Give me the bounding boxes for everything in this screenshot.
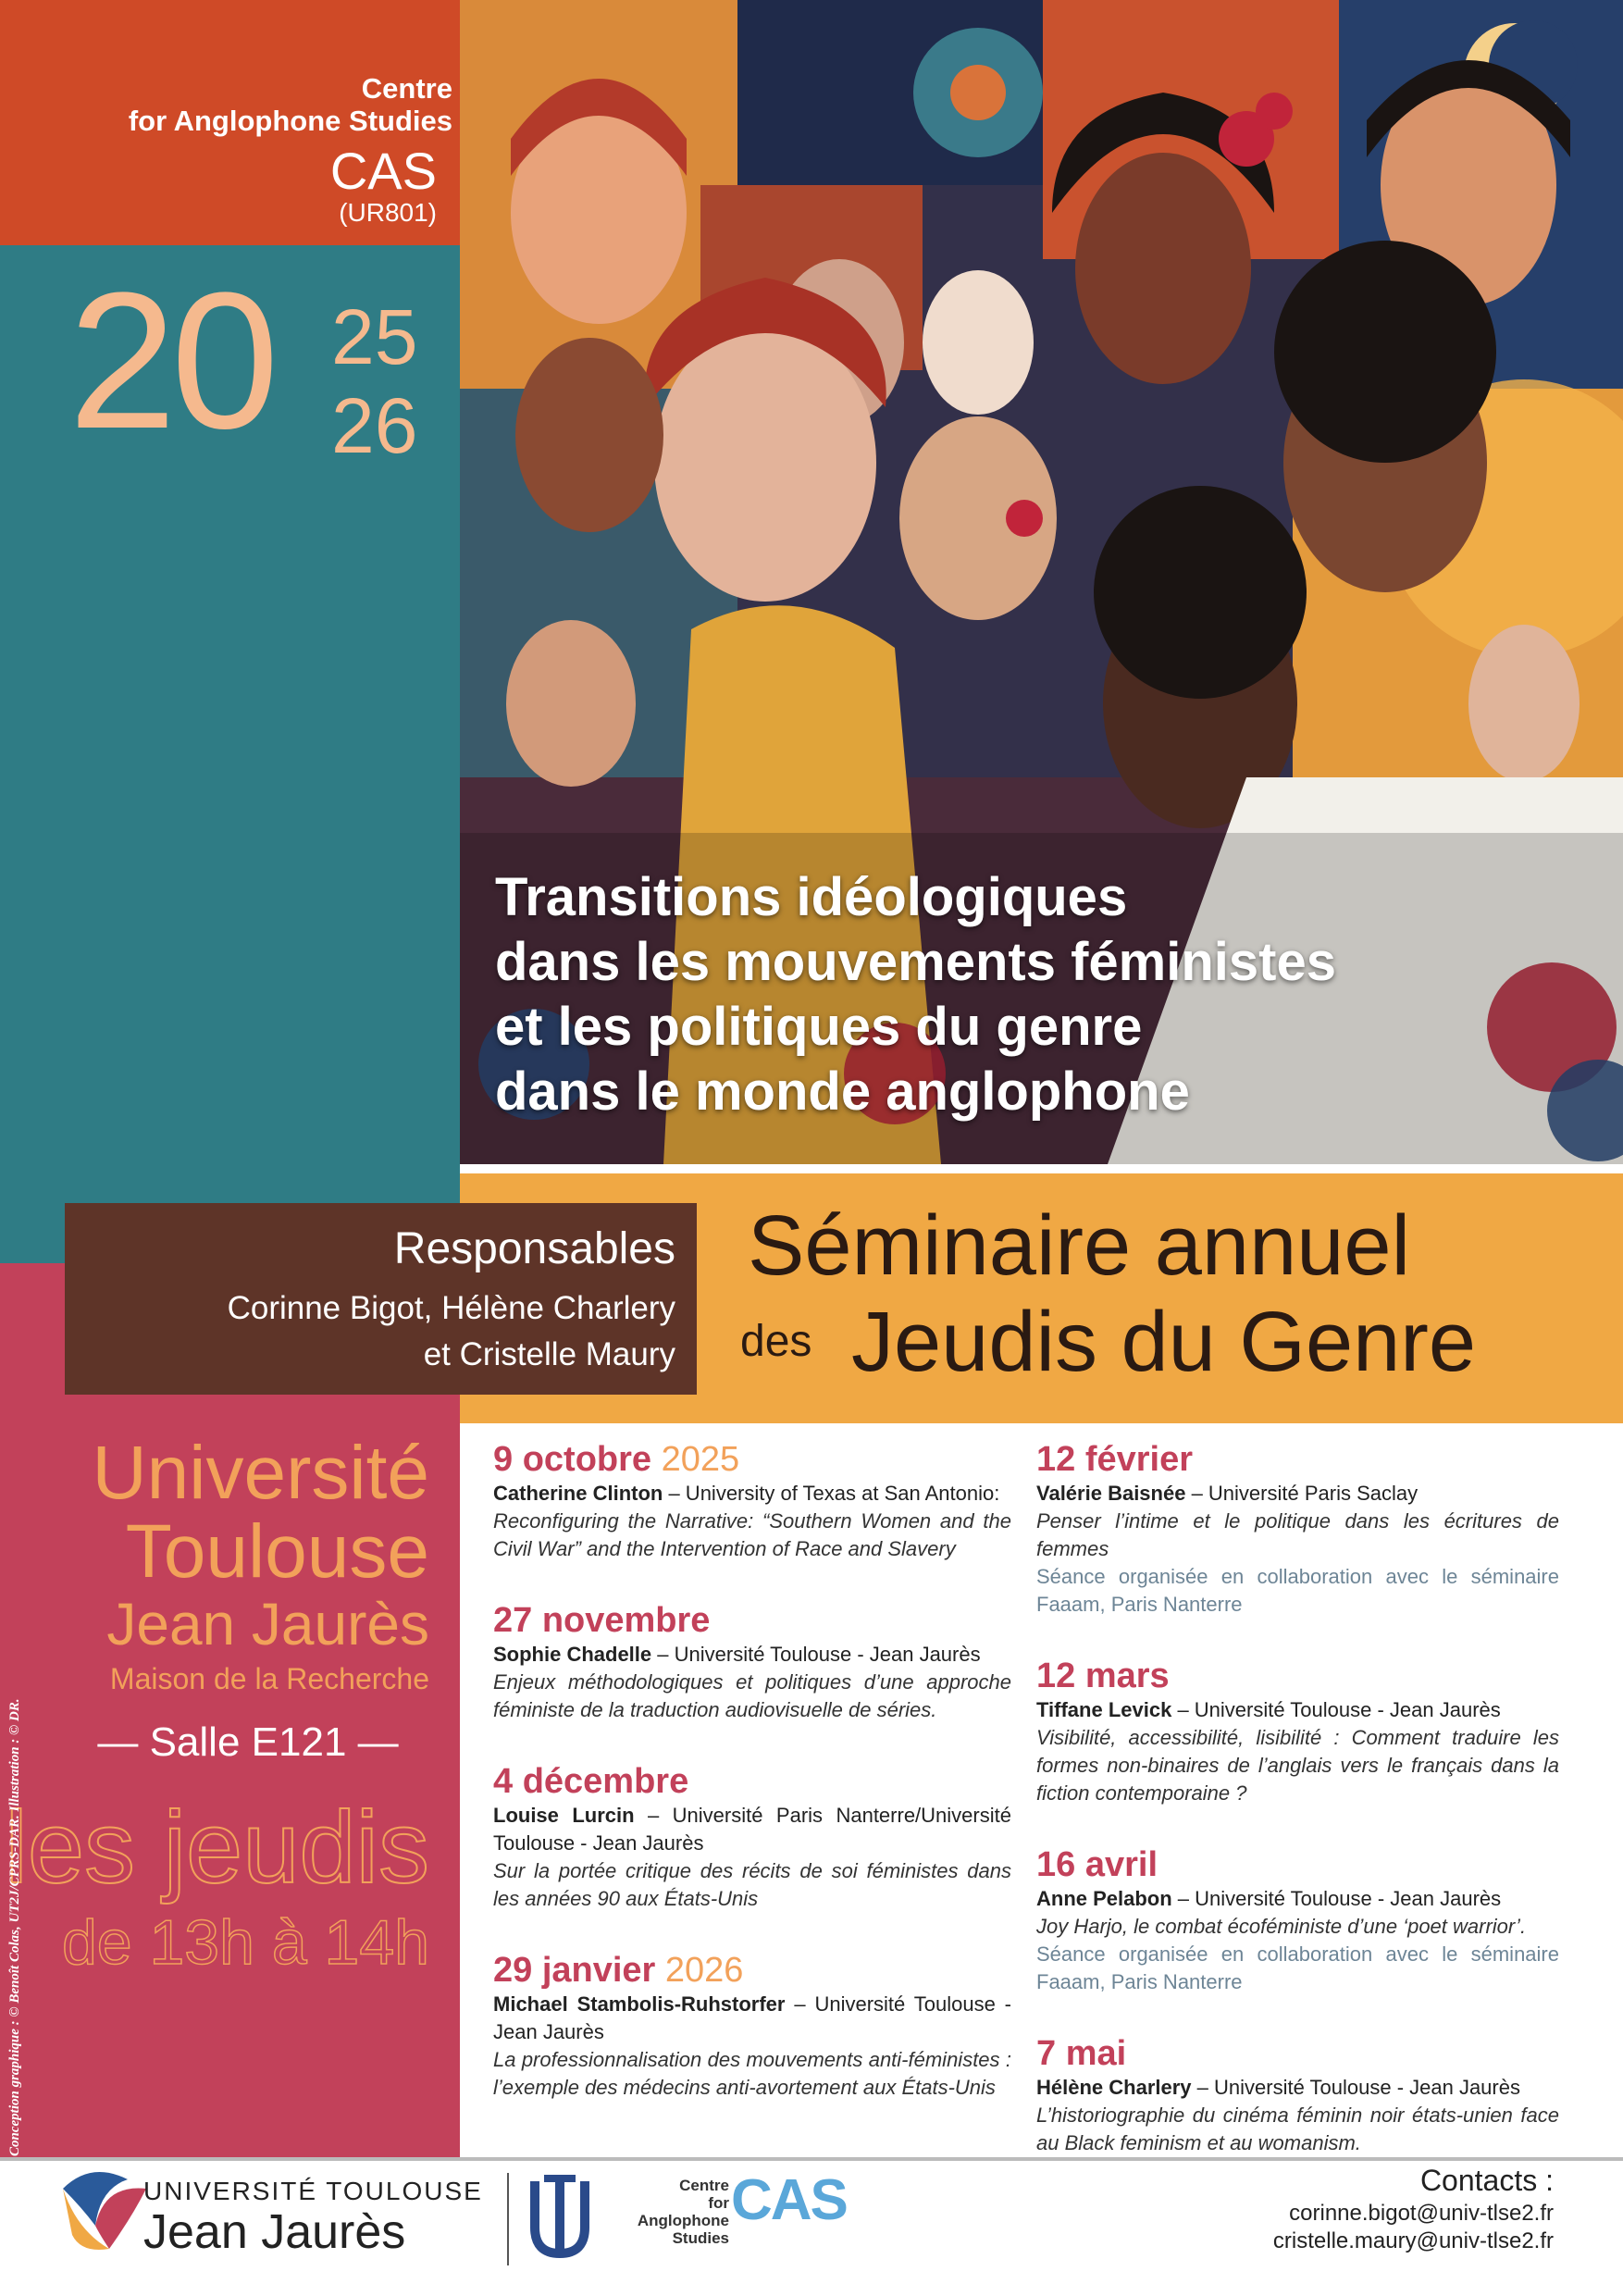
- event-year: 2025: [661, 1440, 740, 1479]
- event-note: Séance organisée en collaboration avec le séminaire Faaam, Paris Nanterre: [1036, 1942, 1559, 1993]
- responsables-heading: Responsables: [393, 1224, 675, 1273]
- responsables-names-1: Corinne Bigot, Hélène Charlery: [227, 1290, 675, 1326]
- venue-jean-jaures: Jean Jaurès: [106, 1591, 429, 1657]
- event-date: 9 octobre 2025: [493, 1440, 740, 1479]
- cas-code: (UR801): [339, 198, 437, 227]
- schedule-time: de 13h à 14h: [61, 1907, 429, 1978]
- event-date: 29 janvier 2026: [493, 1951, 744, 1990]
- title-line-3: et les politiques du genre: [495, 997, 1143, 1057]
- event-speaker: Michael Stambolis-Ruhstorfer – Université Toulouse - Jean Jaurès: [493, 1992, 1011, 2043]
- event-title: Sur la portée critique des récits de soi féministes dans les années 90 aux États-Unis: [493, 1859, 1011, 1910]
- event-title: Enjeux méthodologiques et politiques d’une approche féministe de la traduction audiovisuelle de séries.: [493, 1670, 1011, 1721]
- event-title: La professionnalisation des mouvements anti-féministes : l’exemple des médecins anti-avortement aux États-Unis: [493, 2048, 1011, 2099]
- logo-separator: [507, 2173, 509, 2265]
- footer-divider: [0, 2157, 1623, 2161]
- program-event: [493, 1439, 1011, 1563]
- program-event: [1036, 1844, 1559, 1996]
- event-date: 4 décembre: [493, 1762, 689, 1801]
- event-date: 27 novembre: [493, 1601, 711, 1640]
- event-title: Visibilité, accessibilité, lisibilité : Comment traduire les formes non-binaires de l’anglais vers le français dans la fiction contemporaine ?: [1036, 1726, 1559, 1805]
- event-speaker: Catherine Clinton – University of Texas at San Antonio:: [493, 1482, 1000, 1505]
- program-event: [493, 1950, 1011, 2102]
- ut2j-logo-line1: UNIVERSITÉ TOULOUSE: [143, 2177, 483, 2205]
- program-event: [1036, 2033, 1559, 2157]
- seminar-title-line-2: Jeudis du Genre: [851, 1295, 1477, 1389]
- program-column-right: [1036, 1439, 1559, 2194]
- year-century: 20: [68, 252, 274, 469]
- event-year: 2026: [664, 1951, 744, 1990]
- seminar-title-des: des: [740, 1317, 812, 1366]
- year-start: 25: [331, 293, 418, 380]
- year-end: 26: [331, 382, 418, 469]
- event-speaker: Louise Lurcin – Université Paris Nanterre/Université Toulouse - Jean Jaurès: [493, 1804, 1011, 1855]
- event-title: Joy Harjo, le combat écoféministe d’une ‘poet warrior’.: [1036, 1915, 1527, 1938]
- program-event: [493, 1600, 1011, 1724]
- event-speaker: Sophie Chadelle – Université Toulouse - Jean Jaurès: [493, 1643, 981, 1666]
- event-date: 12 février: [1036, 1440, 1194, 1479]
- cas-name: Centre for Anglophone Studies: [128, 72, 452, 137]
- event-speaker: Valérie Baisnée – Université Paris Saclay: [1036, 1482, 1419, 1505]
- program-event: [1036, 1439, 1559, 1619]
- venue-panel: [0, 1263, 460, 2157]
- title-line-1: Transitions idéologiques: [495, 867, 1128, 927]
- event-note: Séance organisée en collaboration avec le séminaire Faaam, Paris Nanterre: [1036, 1565, 1559, 1616]
- event-date: 12 mars: [1036, 1657, 1170, 1695]
- event-title: Penser l’intime et le politique dans les écritures de femmes: [1036, 1509, 1559, 1560]
- event-speaker: Anne Pelabon – Université Toulouse - Jean Jaurès: [1036, 1887, 1502, 1910]
- title-line-4: dans le monde anglophone: [495, 1061, 1190, 1122]
- seminar-title-line-1: Séminaire annuel: [748, 1198, 1411, 1293]
- cas-logo-text: Centre for Anglophone Studies: [637, 2177, 729, 2247]
- event-speaker: Hélène Charlery – Université Toulouse - Jean Jaurès: [1036, 2076, 1520, 2099]
- contact-email-1[interactable]: corinne.bigot@univ-tlse2.fr: [1289, 2201, 1554, 2226]
- program-event: [1036, 1656, 1559, 1807]
- cas-acronym: CAS: [329, 142, 437, 200]
- cas-logo-acronym: CAS: [731, 2168, 847, 2232]
- program-column-left: [493, 1439, 1011, 2139]
- schedule-day: les jeudis: [5, 1791, 429, 1905]
- event-title: L’historiographie du cinéma féminin noir états-unien face au Black feminism et au womanism.: [1036, 2104, 1559, 2154]
- title-line-2: dans les mouvements féministes: [495, 932, 1336, 992]
- ut2j-logo-icon: [54, 2161, 155, 2272]
- event-date: 16 avril: [1036, 1845, 1158, 1884]
- contact-email-2[interactable]: cristelle.maury@univ-tlse2.fr: [1272, 2228, 1554, 2253]
- contacts-title: Contacts :: [1419, 2164, 1554, 2197]
- venue-room: — Salle E121 —: [97, 1719, 399, 1765]
- ut-monogram-icon: [527, 2170, 592, 2263]
- event-speaker: Tiffane Levick – Université Toulouse - Jean Jaurès: [1036, 1698, 1501, 1721]
- venue-maison: Maison de la Recherche: [109, 1662, 429, 1695]
- event-title: Reconfiguring the Narrative: “Southern Women and the Civil War” and the Intervention of Race and Slavery: [493, 1509, 1011, 1560]
- ut2j-logo-line2: Jean Jaurès: [143, 2205, 406, 2259]
- event-date: 7 mai: [1036, 2034, 1127, 2073]
- responsables-names-2: et Cristelle Maury: [423, 1336, 675, 1372]
- program-event: [493, 1761, 1011, 1913]
- design-credit: Conception graphique : © Benoît Colas, UT2J/CPRS-DAR. Illustration : © DR.: [7, 1698, 22, 2156]
- venue-toulouse: Toulouse: [125, 1509, 429, 1594]
- venue-universite: Université: [92, 1431, 429, 1515]
